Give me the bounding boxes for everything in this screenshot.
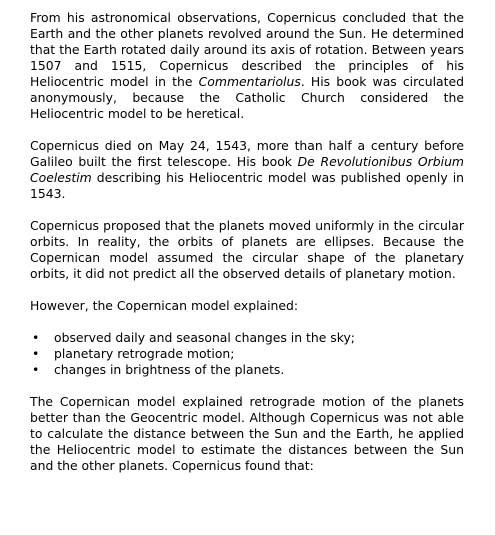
paragraph-text: From his astronomical observations, Copernicus concluded that the Earth and the other planets revolved around the Sun. He determined that the Earth rotated daily around its axis of rotation. Between years 1507 and 1515, Copernicus described the principles of his Heliocentric model in the	[30, 10, 464, 89]
paragraph-orbits: Copernicus proposed that the planets moved uniformly in the circular orbits. In reality, the orbits of planets are ellipses. Because the Copernican model assumed the circular shape of the planetary orbits, it did not predict all the observed details of planetary motion.	[30, 218, 464, 281]
list-item: • changes in brightness of the planets.	[30, 362, 464, 378]
list-item: • planetary retrograde motion;	[30, 346, 464, 362]
paragraph-observations	[30, 10, 464, 122]
paragraph-text: . His book was circulated anonymously, because the Catholic Church considered the Heliocentric model to be heretical.	[30, 74, 464, 121]
book-title-commentariolus: Commentariolus	[198, 74, 301, 89]
paragraph-text: Copernicus died on May 24, 1543, more than half a century before Galileo built the first telescope. His book	[30, 138, 464, 169]
paragraph-death	[30, 138, 464, 202]
paragraph-text: describing his Heliocentric model was published openly in 1543.	[30, 170, 464, 201]
book-title-de-revolutionibus: De Revolutionibus Orbium Coelestim	[30, 154, 464, 185]
paragraph-retrograde: The Copernican model explained retrograde motion of the planets better than the Geocentric model. Although Copernicus was not able to calculate the distance between the Sun and the Earth, he applied the Heliocentric model to estimate the distances between the Sun and the other planets. Copernicus found that:	[30, 394, 464, 473]
explained-list	[30, 330, 464, 378]
list-item: • observed daily and seasonal changes in the sky;	[30, 330, 464, 346]
paragraph-explained-intro: However, the Copernican model explained:	[30, 298, 299, 313]
